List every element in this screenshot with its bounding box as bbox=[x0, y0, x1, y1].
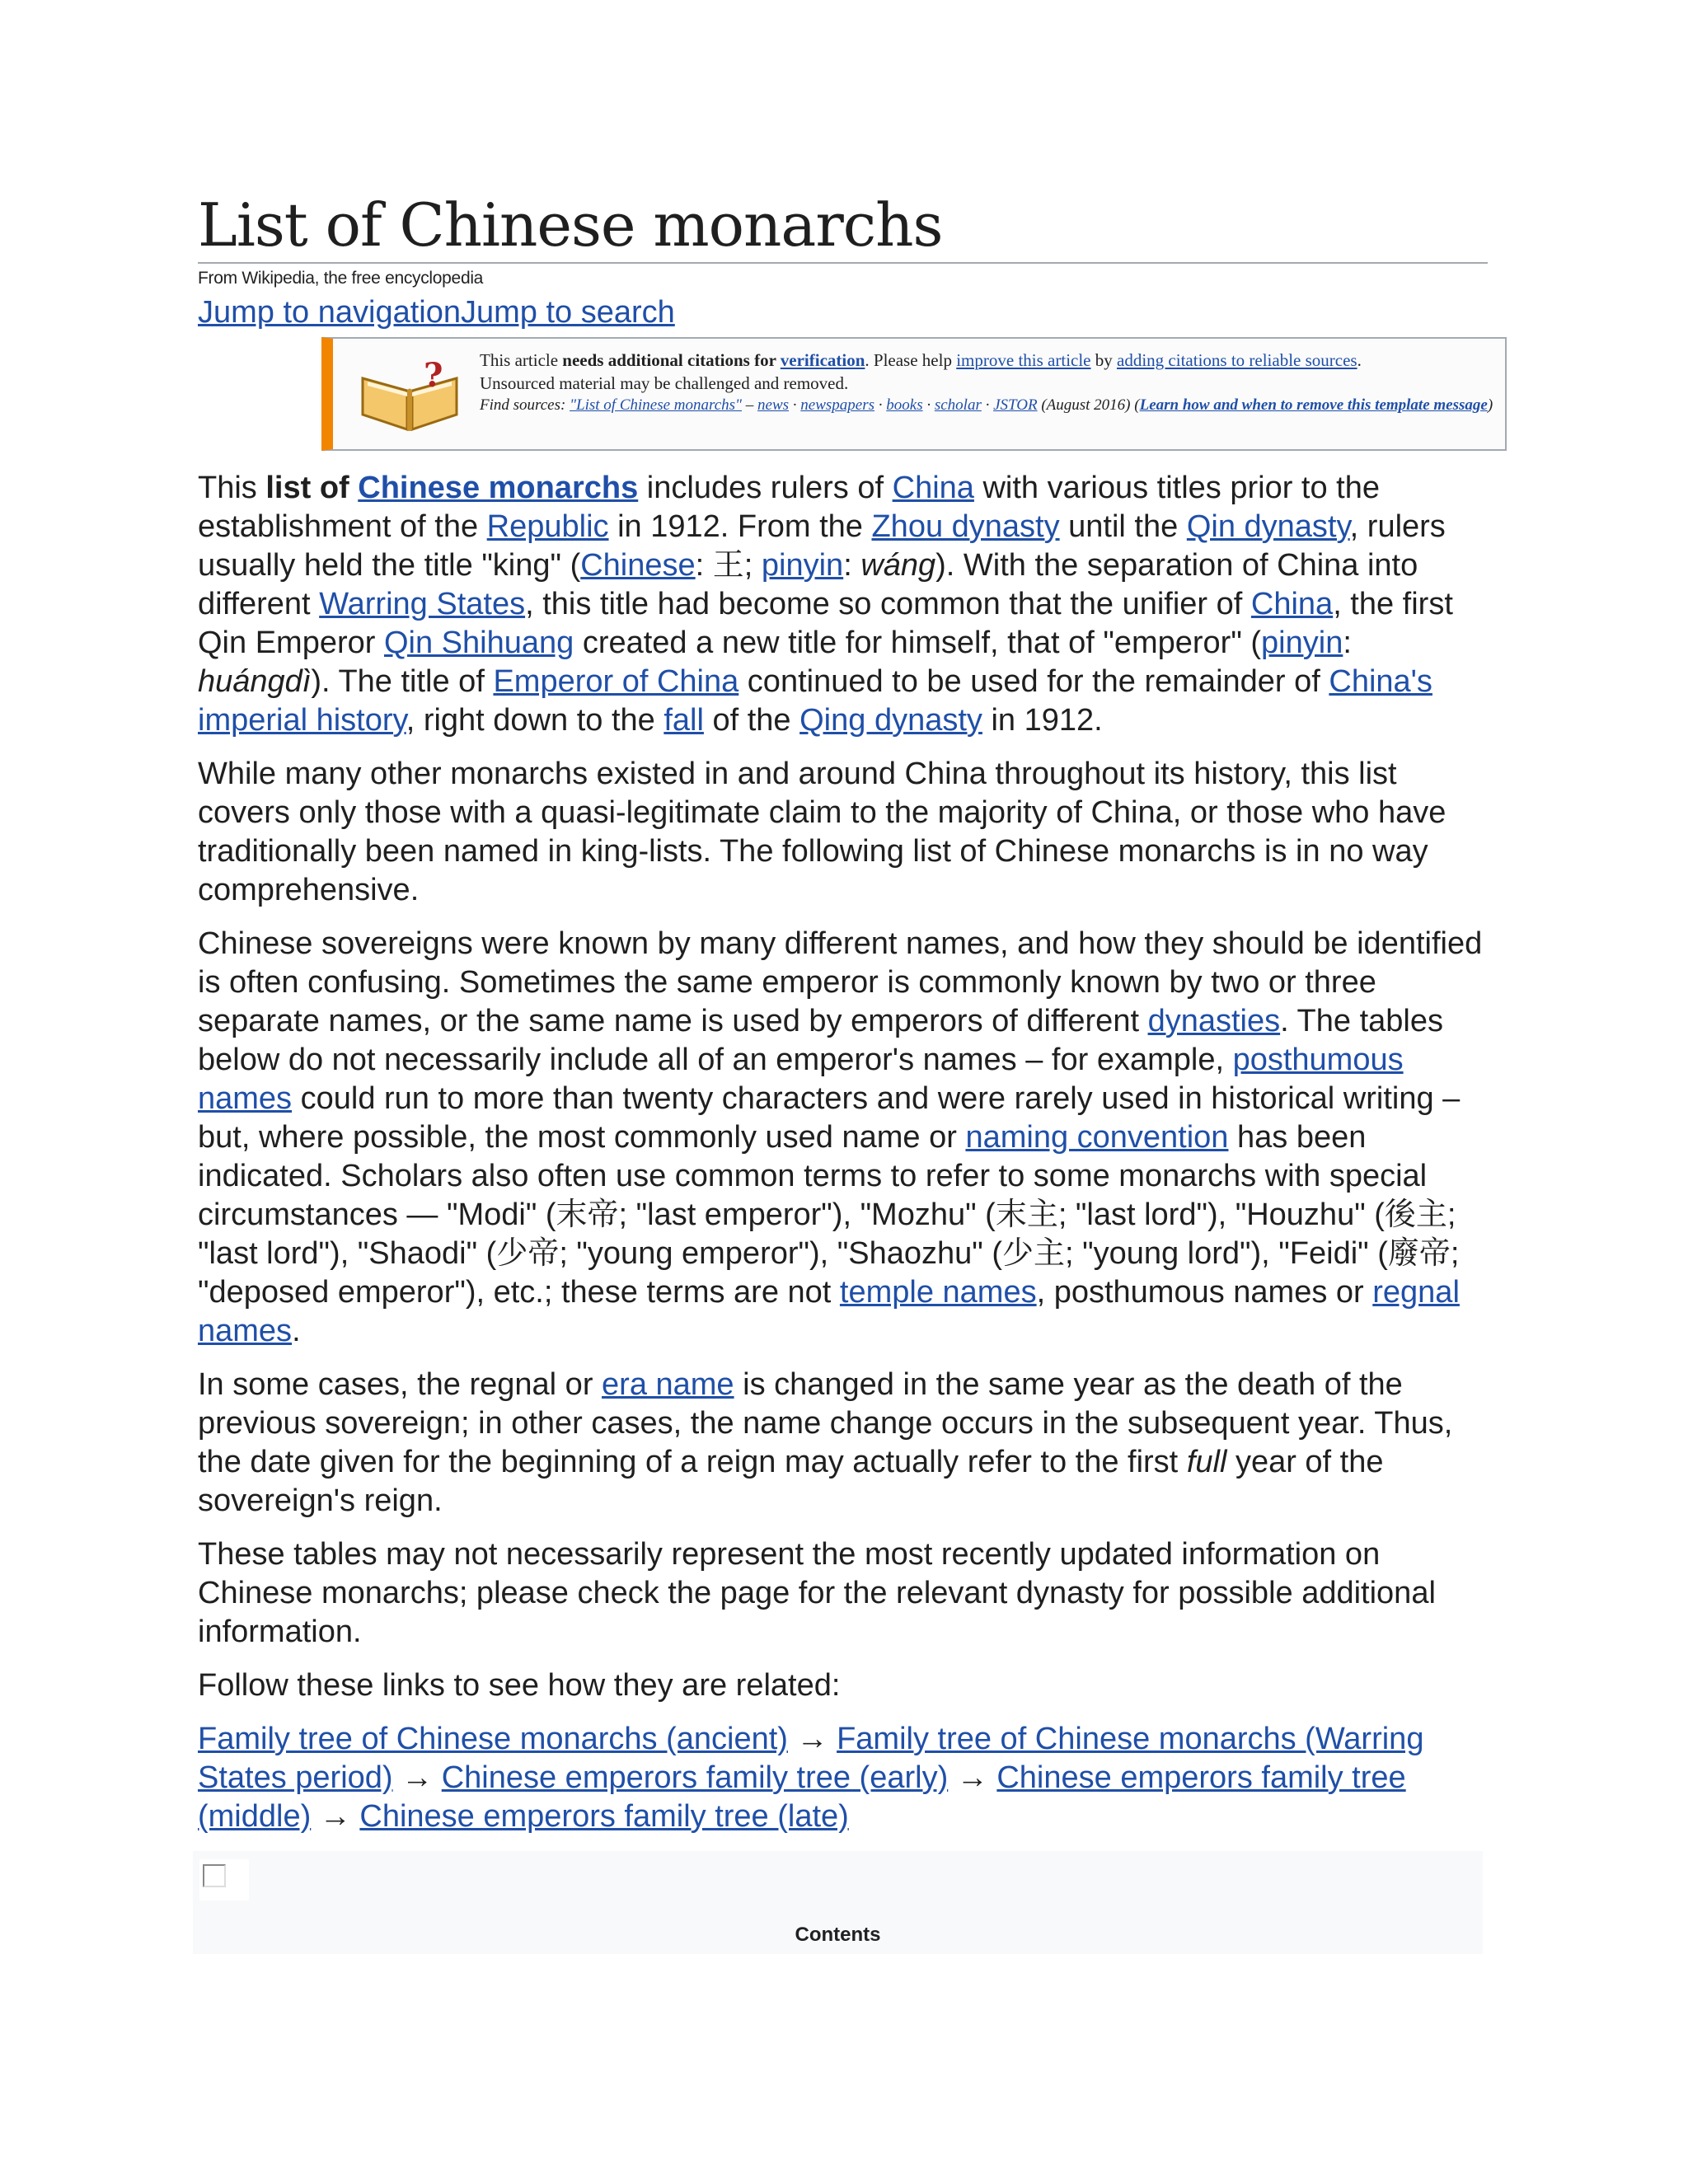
arrow: → bbox=[392, 1760, 442, 1795]
source-jstor-link[interactable]: JSTOR bbox=[993, 396, 1038, 414]
text: has been indicated. Scholars also often use common terms to refer to some monarchs with special circumstances — "Modi" (末帝; "last emperor"), "Mozhu" (末主; "last lord"), "Houzhu" (後主; "last lord"), "Shaodi" (少帝; "young emperor"), "Shaozhu" (少主; "young lord"), "Feidi" (廢帝; "deposed emperor"), etc.; these terms are not bbox=[198, 1119, 1460, 1310]
qin-dynasty-link[interactable]: Qin dynasty bbox=[1186, 509, 1350, 544]
china-link-2[interactable]: China bbox=[1250, 586, 1334, 621]
fall-link[interactable]: fall bbox=[663, 702, 704, 738]
source-books-link[interactable]: books bbox=[886, 396, 923, 414]
text: : bbox=[1343, 625, 1352, 660]
pinyin-link[interactable]: pinyin bbox=[761, 547, 844, 583]
text: . The tables below do not necessarily include all of an emperor's names – for example, bbox=[198, 1003, 1443, 1077]
book-question-icon bbox=[356, 354, 463, 436]
zhou-dynasty-link[interactable]: Zhou dynasty bbox=[871, 509, 1060, 544]
regnal-names-link[interactable]: regnal names bbox=[198, 1274, 1460, 1348]
notice-text-segment: This article bbox=[480, 349, 563, 370]
adding-citations-link[interactable]: adding citations to reliable sources bbox=[1117, 349, 1357, 370]
text: of the bbox=[703, 702, 800, 738]
text: continued to be used for the remainder of bbox=[738, 663, 1329, 699]
notice-line-1 bbox=[480, 349, 1493, 372]
paragraph-follow-links: Follow these links to see how they are related: bbox=[198, 1667, 841, 1703]
toc-toggle-checkbox[interactable] bbox=[199, 1859, 249, 1900]
source-scholar-link[interactable]: scholar bbox=[934, 396, 982, 414]
text: . bbox=[292, 1313, 301, 1348]
warring-states-link[interactable]: Warring States bbox=[319, 586, 526, 621]
source-newspapers-link[interactable]: newspapers bbox=[800, 396, 875, 414]
pinyin-link-2[interactable]: pinyin bbox=[1261, 625, 1343, 660]
paragraph-coverage: While many other monarchs existed in and around China throughout its history, this list covers only those with a quasi-legitimate claim to the majority of China, or those who have traditionally been named in king-lists. The following list of Chinese monarchs is in no way comprehensive. bbox=[198, 756, 1447, 907]
checkbox-box bbox=[203, 1864, 226, 1887]
tagline: From Wikipedia, the free encyclopedia bbox=[198, 268, 484, 288]
chinese-monarchs-link[interactable]: Chinese monarchs bbox=[358, 470, 639, 505]
paragraph-intro bbox=[198, 469, 1488, 740]
separator: · bbox=[981, 396, 994, 414]
find-sources-query-link[interactable]: "List of Chinese monarchs" bbox=[570, 396, 743, 414]
separator: ) bbox=[1487, 396, 1493, 414]
italic-text: wáng bbox=[860, 547, 936, 583]
article-body bbox=[198, 469, 1488, 1836]
family-tree-warring-states-link[interactable]: Family tree of Chinese monarchs (Warring States period) bbox=[198, 1721, 1424, 1795]
svg-text:?: ? bbox=[424, 355, 443, 395]
text: : 王; bbox=[695, 547, 762, 583]
text: created a new title for himself, that of "emperor" ( bbox=[574, 625, 1262, 660]
family-tree-early-link[interactable]: Chinese emperors family tree (early) bbox=[441, 1760, 949, 1795]
text: , rulers usually held the title "king" ( bbox=[198, 509, 1446, 583]
qing-dynasty-link[interactable]: Qing dynasty bbox=[799, 702, 982, 738]
paragraph-disclaimer: These tables may not necessarily represent the most recently updated information on Chinese monarchs; please check the page for the relevant dynasty for possible additional information. bbox=[198, 1536, 1436, 1649]
italic-text: huángdì bbox=[198, 663, 312, 699]
text: in 1912. From the bbox=[608, 509, 872, 544]
notice-text-segment: . Please help bbox=[865, 349, 957, 370]
text: in 1912. bbox=[982, 702, 1103, 738]
imperial-history-link[interactable]: China's imperial history bbox=[198, 663, 1432, 738]
text: could run to more than twenty characters and were rarely used in historical writing – but, where possible, the most commonly used name or bbox=[198, 1080, 1461, 1155]
text: is changed in the same year as the death of the previous sovereign; in other cases, the name change occurs in the subsequent year. Thus, the date given for the beginning of a reign may actually refer to the first bbox=[198, 1366, 1453, 1479]
text: , posthumous names or bbox=[1036, 1274, 1373, 1310]
arrow: → bbox=[311, 1798, 360, 1834]
find-sources bbox=[480, 395, 1493, 415]
posthumous-names-link[interactable]: posthumous names bbox=[198, 1042, 1404, 1116]
jump-to-navigation-link[interactable]: Jump to navigation bbox=[198, 294, 461, 330]
source-news-link[interactable]: news bbox=[757, 396, 790, 414]
text: ). With the separation of China into different bbox=[198, 547, 1418, 621]
italic-text: full bbox=[1186, 1444, 1227, 1479]
text: In some cases, the regnal or bbox=[198, 1366, 603, 1402]
page-title: List of Chinese monarchs bbox=[198, 194, 1488, 264]
family-tree-middle-link[interactable]: Chinese emperors family tree (middle) bbox=[198, 1760, 1406, 1834]
arrow: → bbox=[948, 1760, 997, 1795]
text: , this title had become so common that the unifier of bbox=[525, 586, 1251, 621]
separator: · bbox=[874, 396, 887, 414]
separator: · bbox=[789, 396, 801, 414]
text: with various titles prior to the establishment of the bbox=[198, 470, 1381, 544]
text: : bbox=[843, 547, 861, 583]
notice-line-2: Unsourced material may be challenged and removed. bbox=[480, 373, 849, 393]
china-link[interactable]: China bbox=[892, 470, 974, 505]
table-of-contents bbox=[193, 1851, 1483, 1954]
jump-links bbox=[198, 295, 1488, 330]
toc-title: Contents bbox=[795, 1923, 881, 1946]
naming-convention-link[interactable]: naming convention bbox=[965, 1119, 1229, 1155]
notice-date: (August 2016) ( bbox=[1037, 396, 1140, 414]
family-tree-ancient-link[interactable]: Family tree of Chinese monarchs (ancient) bbox=[198, 1721, 788, 1756]
paragraph-names bbox=[198, 925, 1488, 1351]
learn-remove-template-link[interactable]: Learn how and when to remove this template message bbox=[1139, 396, 1488, 414]
text: , the first Qin Emperor bbox=[198, 586, 1453, 660]
arrow: → bbox=[787, 1721, 837, 1756]
republic-link[interactable]: Republic bbox=[486, 509, 609, 544]
separator: – bbox=[742, 396, 758, 414]
find-sources-label: Find sources: bbox=[480, 396, 570, 414]
emperor-of-china-link[interactable]: Emperor of China bbox=[493, 663, 739, 699]
text: Chinese sovereigns were known by many different names, and how they should be identified is often confusing. Sometimes the same emperor is commonly known by two or three separate names, or the same name is used by emperors of different bbox=[198, 926, 1483, 1038]
qin-shihuang-link[interactable]: Qin Shihuang bbox=[383, 625, 574, 660]
notice-text bbox=[480, 349, 1493, 415]
separator: · bbox=[922, 396, 935, 414]
chinese-language-link[interactable]: Chinese bbox=[580, 547, 696, 583]
era-name-link[interactable]: era name bbox=[602, 1366, 734, 1402]
paragraph-era-names bbox=[198, 1366, 1488, 1521]
notice-text-segment: by bbox=[1090, 349, 1118, 370]
text: , right down to the bbox=[406, 702, 664, 738]
notice-text-segment: . bbox=[1357, 349, 1362, 370]
text: includes rulers of bbox=[638, 470, 893, 505]
article-page bbox=[198, 190, 1493, 1954]
bold-text: list of bbox=[265, 470, 359, 505]
notice-bold-text: needs additional citations for bbox=[562, 349, 781, 370]
text: year of the sovereign's reign. bbox=[198, 1444, 1384, 1518]
jump-to-search-link[interactable]: Jump to search bbox=[460, 294, 675, 330]
citation-notice bbox=[321, 337, 1507, 451]
text: ). The title of bbox=[311, 663, 494, 699]
dynasties-link[interactable]: dynasties bbox=[1147, 1003, 1281, 1038]
temple-names-link[interactable]: temple names bbox=[839, 1274, 1037, 1310]
paragraph-family-trees bbox=[198, 1720, 1488, 1836]
family-tree-late-link[interactable]: Chinese emperors family tree (late) bbox=[359, 1798, 849, 1834]
improve-article-link[interactable]: improve this article bbox=[956, 349, 1091, 370]
verification-link[interactable]: verification bbox=[780, 349, 865, 370]
text: until the bbox=[1059, 509, 1187, 544]
text: This bbox=[198, 470, 266, 505]
